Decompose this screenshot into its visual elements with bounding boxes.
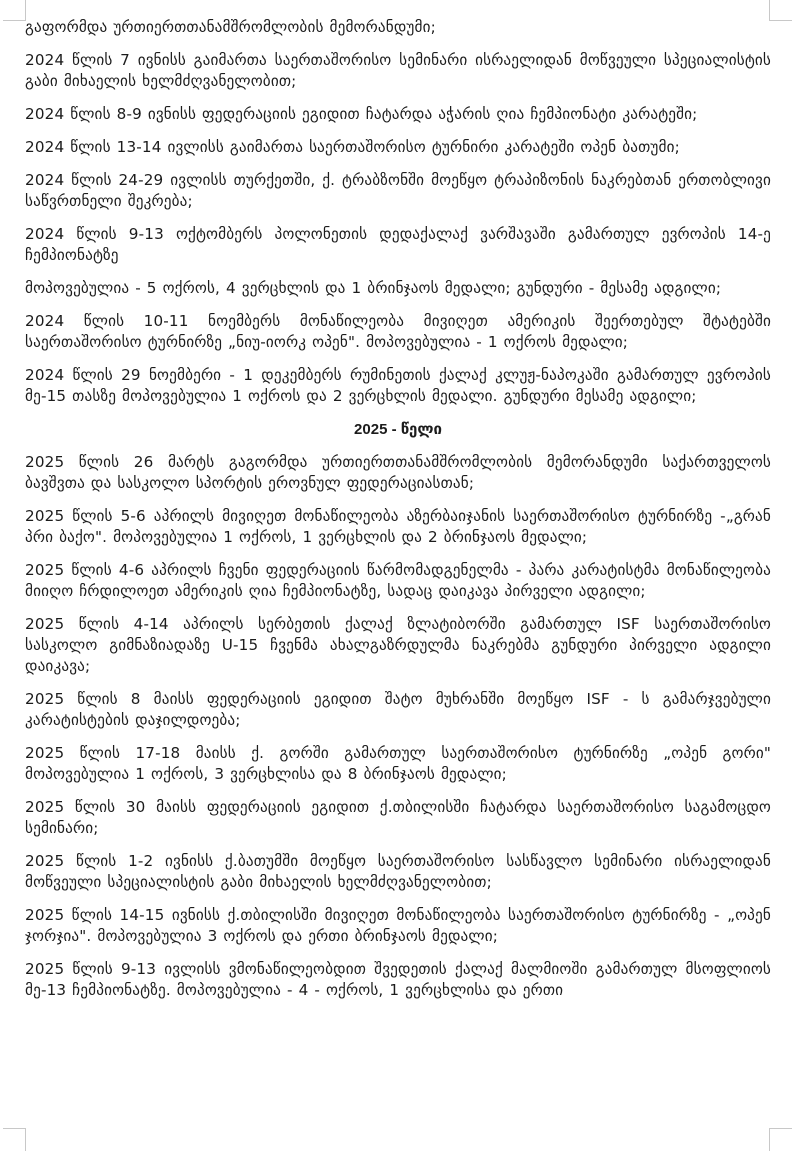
paragraph-grand-prix-baku: 2025 წლის 5-6 აპრილს მივიღეთ მონაწილეობა აზერბაიჯანის საერთაშორისო ტურნირზე -„გრან პრი ბაქო". მოპოვებულია 1 ოქროს, 1 ვერცხლის და 2 ბრინჯაოს მედალი; xyxy=(25,507,771,546)
year-heading-2025: 2025 - წელი xyxy=(354,421,442,438)
paragraph-exam-seminar-tbilisi: 2025 წლის 30 მაისს ფედერაციის ეგიდით ქ.თბილისში ჩატარდა საერთაშორისო საგამოცდო სემინარი; xyxy=(25,798,771,837)
paragraph-memorandum-2024: გაფორმდა ურთიერთთანამშრომლობის მემორანდუმი; xyxy=(25,18,436,36)
paragraph-open-gori: 2025 წლის 17-18 მაისს ქ. გორში გამართულ საერთაშორისო ტურნირზე „ოპენ გორი" მოპოვებულია 1 ოქროს, 3 ვერცხლისა და 8 ბრინჯაოს მედალი; xyxy=(25,744,771,783)
paragraph-para-karate-north-america: 2025 წლის 4-6 აპრილს ჩვენი ფედერაციის წარმომადგენელმა - პარა კარატისტმა მონაწილეობა მიიღო ჩრდილოეთ ამერიკის ღია ჩემპიონატზე, სადაც დაიკავა პირველი ადგილი; xyxy=(25,561,771,600)
paragraph-isf-gymnasiade-zlatibor: 2025 წლის 4-14 აპრილს სერბეთის ქალაქ ზლატიბორში გამართულ ISF საერთაშორისო სასკოლო გიმნაზიადაზე U-15 ჩვენმა ახალგაზრდულმა ნაკრებმა გუნდური პირველი ადგილი დაიკავა; xyxy=(25,615,771,675)
paragraph-adjara-championship: 2024 წლის 8-9 ივნისს ფედერაციის ეგიდით ჩატარდა აჭარის ღია ჩემპიონატი კარატეში; xyxy=(25,105,698,123)
crop-mark-bottom-left xyxy=(3,1128,26,1151)
document-body xyxy=(25,17,771,1013)
paragraph-warsaw-medals: მოპოვებულია - 5 ოქროს, 4 ვერცხლის და 1 ბრინჯაოს მედალი; გუნდური - მესამე ადგილი; xyxy=(25,279,722,297)
paragraph-open-georgia: 2025 წლის 14-15 ივნისს ქ.თბილისში მივიღეთ მონაწილეობა საერთაშორისო ტურნირზე - „ოპენ ჯორჯია". მოპოვებულია 3 ოქროს და ერთი ბრინჯაოს მედალი; xyxy=(25,906,771,945)
crop-mark-top-right xyxy=(769,0,792,21)
paragraph-memorandum-2025: 2025 წლის 26 მარტს გაგორმდა ურთიერთთანამშრომლობის მემორანდუმი საქართველოს ბავშვთა და სასკოლო სპორტის ეროვნულ ფედერაციასთან; xyxy=(25,453,771,492)
paragraph-isf-awards-chateau-mukhrani: 2025 წლის 8 მაისს ფედერაციის ეგიდით შატო მუხრანში მოეწყო ISF - ს გამარჯვებული კარატისტების დაჯილდოება; xyxy=(25,690,771,729)
paragraph-cluj-european-cup: 2024 წლის 29 ნოემბერი - 1 დეკემბერს რუმინეთის ქალაქ კლუჟ-ნაპოკაში გამართულ ევროპის მე-15 თასზე მოპოვებულია 1 ოქროს და 2 ვერცხლის მედალი. გუნდური მესამე ადგილი; xyxy=(25,366,771,405)
paragraph-world-championship-malmo: 2025 წლის 9-13 ივლისს ვმონაწილეობდით შვედეთის ქალაქ მალმიოში გამართულ მსოფლიოს მე-13 ჩემპიონატზე. მოპოვებულია - 4 - ოქროს, 1 ვერცხლისა და ერთი xyxy=(25,960,771,999)
paragraph-batumi-seminar-2025: 2025 წლის 1-2 ივნისს ქ.ბათუმში მოეწყო საერთაშორისო სასწავლო სემინარი ისრაელიდან მოწვეული სპეციალისტის გაბი მიხაელის ხელმძღვანელობით; xyxy=(25,852,771,891)
paragraph-european-championship-warsaw: 2024 წლის 9-13 ოქტომბერს პოლონეთის დედაქალაქ ვარშავაში გამართულ ევროპის 14-ე ჩემპიონატზე xyxy=(25,225,771,264)
crop-mark-bottom-right xyxy=(769,1128,792,1151)
paragraph-open-batumi-2024: 2024 წლის 13-14 ივლისს გაიმართა საერთაშორისო ტურნირი კარატეში ოპენ ბათუმი; xyxy=(25,138,680,156)
paragraph-new-york-open: 2024 წლის 10-11 ნოემბერს მონაწილეობა მივიღეთ ამერიკის შეერთებულ შტატებში საერთაშორისო ტურნირზე „ნიუ-იორკ ოპენ". მოპოვებულია - 1 ოქროს მედალი; xyxy=(25,312,771,351)
crop-mark-top-left xyxy=(3,0,26,21)
paragraph-trabzon-camp: 2024 წლის 24-29 ივლისს თურქეთში, ქ. ტრაბზონში მოეწყო ტრაპიზონის ნაკრებთან ერთობლივი საწვრთნელი შეკრება; xyxy=(25,171,771,210)
paragraph-seminar-june-2024: 2024 წლის 7 ივნისს გაიმართა საერთაშორისო სემინარი ისრაელიდან მოწვეული სპეციალისტის გაბი მიხაელის ხელმძღვანელობით; xyxy=(25,51,771,90)
